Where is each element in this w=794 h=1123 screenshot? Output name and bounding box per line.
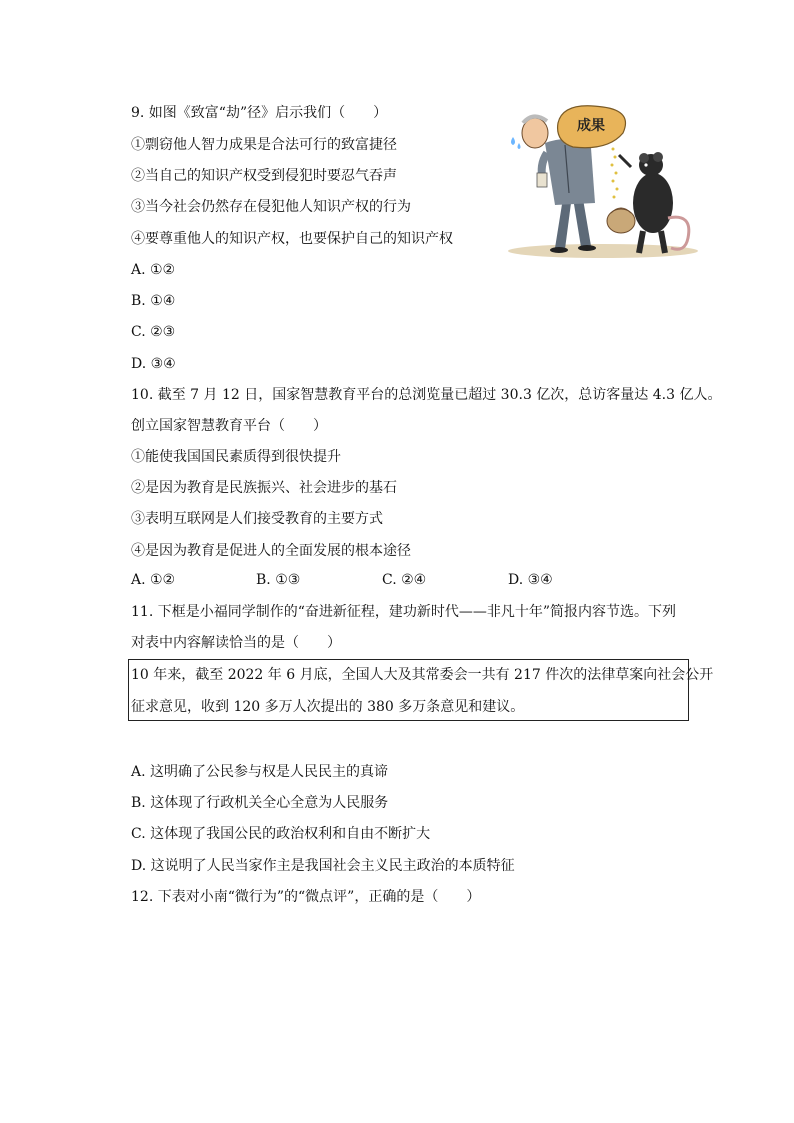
q11-option-b: B. 这体现了行政机关全心全意为人民服务 <box>131 795 389 811</box>
q9-option-d: D. ③④ <box>131 356 176 372</box>
q9-option-a: A. ①② <box>131 262 176 278</box>
q9-option-b: B. ①④ <box>131 293 176 309</box>
bag-label: 成果 <box>577 117 605 133</box>
q10-option-d: D. ③④ <box>508 572 553 588</box>
q10-stem-line2: 创立国家智慧教育平台（ ） <box>131 418 327 434</box>
q10-option-c: C. ②④ <box>382 572 427 588</box>
q10-options-row <box>131 570 651 590</box>
q9-stem: 9. 如图《致富“劫”径》启示我们（ ） <box>131 105 388 121</box>
cartoon-illustration <box>503 103 698 260</box>
q11-stem-line1: 11. 下框是小福同学制作的“奋进新征程，建功新时代——非凡十年”简报内容节选。下列 <box>131 604 677 620</box>
q10-item-3: ③表明互联网是人们接受教育的主要方式 <box>131 511 383 527</box>
q9-item-1: ①剽窃他人智力成果是合法可行的致富捷径 <box>131 137 397 153</box>
q10-option-b: B. ①③ <box>256 572 301 588</box>
q11-option-a: A. 这明确了公民参与权是人民民主的真谛 <box>131 764 389 780</box>
q11-box-line2: 征求意见，收到 120 多万人次提出的 380 多万条意见和建议。 <box>131 699 525 715</box>
q11-option-d: D. 这说明了人民当家作主是我国社会主义民主政治的本质特征 <box>131 858 515 874</box>
q11-option-c: C. 这体现了我国公民的政治权利和自由不断扩大 <box>131 826 431 842</box>
q9-item-2: ②当自己的知识产权受到侵犯时要忍气吞声 <box>131 168 397 184</box>
q9-option-c: C. ②③ <box>131 324 176 340</box>
q12-stem: 12. 下表对小南“微行为”的“微点评”，正确的是（ ） <box>131 889 481 905</box>
q10-item-1: ①能使我国国民素质得到很快提升 <box>131 449 341 465</box>
q11-quote-box <box>128 659 714 721</box>
q10-item-2: ②是因为教育是民族振兴、社会进步的基石 <box>131 480 397 496</box>
q10-stem-line1: 10. 截至 7 月 12 日，国家智慧教育平台的总浏览量已超过 30.3 亿次，总访客量达 4.3 亿人。 <box>131 387 722 403</box>
q10-item-4: ④是因为教育是促进人的全面发展的根本途径 <box>131 543 411 559</box>
q11-box-line1: 10 年来，截至 2022 年 6 月底，全国人大及其常委会一共有 217 件次的法律草案向社会公开 <box>131 667 714 683</box>
q11-stem-line2: 对表中内容解读恰当的是（ ） <box>131 635 341 651</box>
q9-item-4: ④要尊重他人的知识产权，也要保护自己的知识产权 <box>131 231 453 247</box>
q9-item-3: ③当今社会仍然存在侵犯他人知识产权的行为 <box>131 199 411 215</box>
q10-option-a: A. ①② <box>131 572 176 588</box>
